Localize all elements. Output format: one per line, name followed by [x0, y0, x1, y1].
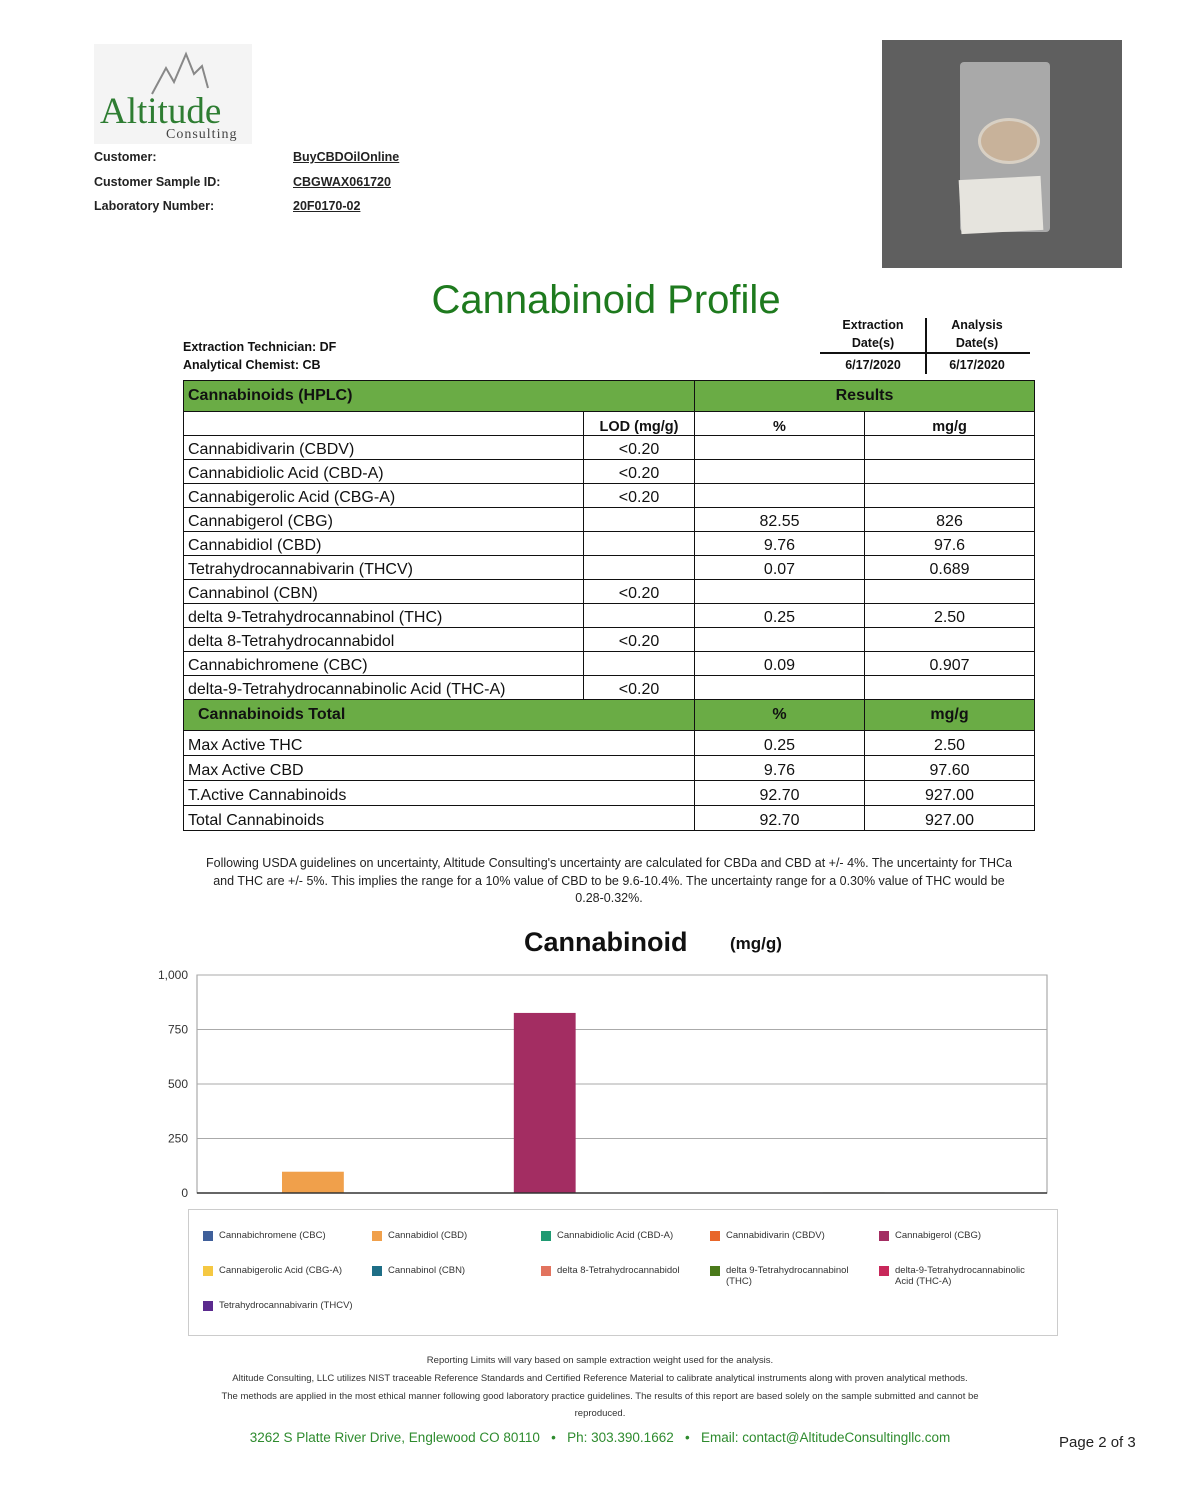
total-pct: 0.25 [695, 731, 865, 756]
mgg-value: 0.907 [865, 652, 1035, 676]
sample-id-value: CBGWAX061720 [293, 175, 391, 189]
analyte-name: Cannabidiol (CBD) [184, 532, 584, 556]
analyte-name: delta-9-Tetrahydrocannabinolic Acid (THC-A) [184, 676, 584, 700]
company-logo [94, 44, 252, 144]
results-table [183, 380, 1035, 831]
date-rule [820, 352, 1030, 354]
y-tick-label: 250 [167, 1131, 188, 1146]
total-pct: 92.70 [695, 806, 865, 831]
table-row [184, 532, 1035, 556]
legend-swatch [710, 1231, 720, 1241]
sample-id-label: Customer Sample ID: [94, 175, 221, 189]
lod-value [584, 508, 695, 532]
analyte-name: delta 9-Tetrahydrocannabinol (THC) [184, 604, 584, 628]
table-row [184, 460, 1035, 484]
mgg-value: 97.6 [865, 532, 1035, 556]
lod-header: LOD (mg/g) [584, 412, 695, 436]
legend-swatch [541, 1266, 551, 1276]
legend-label: delta 8-Tetrahydrocannabidol [557, 1265, 680, 1276]
analysis-date: 6/17/2020 [949, 358, 1005, 372]
lod-value: <0.20 [584, 676, 695, 700]
bar-1 [282, 1172, 344, 1193]
extraction-date: 6/17/2020 [845, 358, 901, 372]
lod-value: <0.20 [584, 460, 695, 484]
lod-value: <0.20 [584, 580, 695, 604]
analyte-name: Cannabidivarin (CBDV) [184, 436, 584, 460]
bar-4 [514, 1013, 576, 1193]
y-tick-label: 500 [167, 1077, 188, 1091]
legend-swatch [203, 1231, 213, 1241]
pct-value [695, 460, 865, 484]
extraction-technician: Extraction Technician: DF [183, 340, 337, 354]
chart-title: Cannabinoid [524, 927, 688, 957]
legend-label: Cannabidiol (CBD) [388, 1230, 468, 1241]
total-mgg: 2.50 [865, 731, 1035, 756]
pct-value: 0.09 [695, 652, 865, 676]
legend-swatch [372, 1266, 382, 1276]
legend-label: Cannabichromene (CBC) [219, 1230, 326, 1241]
legend-label: delta-9-Tetrahydrocannabinolic Acid (THC-A) [895, 1265, 1025, 1287]
pct-value: 9.76 [695, 532, 865, 556]
totals-row [184, 806, 1035, 831]
analyte-name: Cannabigerol (CBG) [184, 508, 584, 532]
bar-chart [140, 960, 1060, 1205]
table-row [184, 628, 1035, 652]
mgg-value: 826 [865, 508, 1035, 532]
legend-label: Cannabidiolic Acid (CBD-A) [557, 1230, 674, 1241]
logo-sub: Consulting [166, 127, 238, 142]
pct-value [695, 628, 865, 652]
y-tick-label: 0 [181, 1186, 188, 1200]
analyte-name: Cannabidiolic Acid (CBD-A) [184, 460, 584, 484]
pct-value [695, 580, 865, 604]
legend-label: delta 9-Tetrahydrocannabinol (THC) [726, 1265, 849, 1287]
hplc-header: Cannabinoids (HPLC) [184, 381, 695, 412]
uncertainty-note: Following USDA guidelines on uncertainty, Altitude Consulting's uncertainty are calculated for CBDa and CBD at +/- 4%. The uncertainty for THCa and THC are +/- 5%. This implies the range for a 10% value of CBD to be 9.6-10.4%. The uncertainty range for a 0.30% value of THC would be 0.28-0.32%. [206, 856, 1012, 905]
table-row [184, 676, 1035, 700]
totals-row [184, 756, 1035, 781]
sample-photo [882, 40, 1122, 268]
totals-mgg-header: mg/g [865, 700, 1035, 731]
mgg-value [865, 676, 1035, 700]
results-header: Results [695, 381, 1035, 412]
table-section-header [184, 381, 1035, 412]
total-name: T.Active Cannabinoids [184, 781, 695, 806]
legend-label: Cannabigerolic Acid (CBG-A) [219, 1265, 343, 1276]
legend-swatch [372, 1231, 382, 1241]
lod-value [584, 652, 695, 676]
table-row [184, 436, 1035, 460]
footer-address: 3262 S Platte River Drive, Englewood CO 80110 • Ph: 303.390.1662 • Email: contact@AltitudeConsultingllc.com [249, 1430, 951, 1445]
lod-value [584, 604, 695, 628]
y-tick-label: 1,000 [157, 968, 188, 982]
pct-value [695, 436, 865, 460]
footer-line-3: The methods are applied in the most ethical manner following good laboratory practice guidelines. The results of this report are based solely on the sample submitted and cannot be [221, 1391, 979, 1402]
totals-header: Cannabinoids Total [184, 700, 695, 731]
legend-label: Cannabidivarin (CBDV) [726, 1230, 825, 1241]
analyte-name: Cannabinol (CBN) [184, 580, 584, 604]
footer-line-1: Reporting Limits will vary based on sample extraction weight used for the analysis. [426, 1355, 774, 1366]
table-row [184, 556, 1035, 580]
footer-line-2: Altitude Consulting, LLC utilizes NIST traceable Reference Standards and Certified Reference Material to calibrate analytical instruments along with proven analytical methods. [232, 1373, 968, 1384]
legend-swatch [203, 1301, 213, 1311]
logo-brand: Altitude [100, 91, 222, 132]
mountain-logo-icon [150, 48, 210, 96]
pct-value [695, 676, 865, 700]
pct-value: 82.55 [695, 508, 865, 532]
lod-value [584, 556, 695, 580]
lod-value: <0.20 [584, 628, 695, 652]
mgg-value [865, 436, 1035, 460]
analytical-chemist: Analytical Chemist: CB [183, 358, 321, 372]
y-tick-label: 750 [167, 1022, 188, 1037]
totals-section-header [184, 700, 1035, 731]
sample-jar [978, 118, 1040, 164]
customer-label: Customer: [94, 150, 157, 164]
sample-card [959, 176, 1044, 234]
mgg-header: mg/g [865, 412, 1035, 436]
table-row [184, 508, 1035, 532]
pct-value: 0.07 [695, 556, 865, 580]
mgg-value [865, 628, 1035, 652]
pct-value [695, 484, 865, 508]
mgg-value: 0.689 [865, 556, 1035, 580]
legend-swatch [879, 1266, 889, 1276]
chart-unit: (mg/g) [730, 934, 782, 953]
lod-value: <0.20 [584, 436, 695, 460]
totals-pct-header: % [695, 700, 865, 731]
lod-value: <0.20 [584, 484, 695, 508]
column-header-row [184, 412, 1035, 436]
analyte-name: delta 8-Tetrahydrocannabidol [184, 628, 584, 652]
legend-swatch [203, 1266, 213, 1276]
total-name: Max Active THC [184, 731, 695, 756]
mgg-value [865, 484, 1035, 508]
legend-label: Cannabinol (CBN) [388, 1265, 466, 1276]
table-row [184, 604, 1035, 628]
page-title: Cannabinoid Profile [431, 278, 781, 322]
mgg-value [865, 580, 1035, 604]
lod-value [584, 532, 695, 556]
analyte-name: Cannabichromene (CBC) [184, 652, 584, 676]
total-name: Max Active CBD [184, 756, 695, 781]
mgg-value: 2.50 [865, 604, 1035, 628]
table-row [184, 652, 1035, 676]
mgg-value [865, 460, 1035, 484]
total-name: Total Cannabinoids [184, 806, 695, 831]
total-mgg: 927.00 [865, 781, 1035, 806]
analyte-name: Tetrahydrocannabivarin (THCV) [184, 556, 584, 580]
total-mgg: 97.60 [865, 756, 1035, 781]
lab-number-value: 20F0170-02 [293, 199, 361, 213]
totals-row [184, 781, 1035, 806]
total-pct: 9.76 [695, 756, 865, 781]
total-pct: 92.70 [695, 781, 865, 806]
blank-header [184, 412, 584, 436]
customer-value: BuyCBDOilOnline [293, 150, 400, 164]
pct-value: 0.25 [695, 604, 865, 628]
analysis-date-header: Analysis Date(s) [951, 318, 1003, 350]
legend-label: Cannabigerol (CBG) [895, 1230, 982, 1241]
table-row [184, 580, 1035, 604]
page-number: Page 2 of 3 [1059, 1434, 1136, 1451]
legend-swatch [710, 1266, 720, 1276]
extraction-date-header: Extraction Date(s) [842, 318, 904, 350]
footer-line-4: reproduced. [574, 1408, 626, 1419]
legend-swatch [879, 1231, 889, 1241]
pct-header: % [695, 412, 865, 436]
table-row [184, 484, 1035, 508]
chart-legend [188, 1209, 1058, 1336]
legend-label: Tetrahydrocannabivarin (THCV) [219, 1300, 353, 1311]
totals-row [184, 731, 1035, 756]
legend-swatch [541, 1231, 551, 1241]
analyte-name: Cannabigerolic Acid (CBG-A) [184, 484, 584, 508]
total-mgg: 927.00 [865, 806, 1035, 831]
lab-number-label: Laboratory Number: [94, 199, 215, 213]
